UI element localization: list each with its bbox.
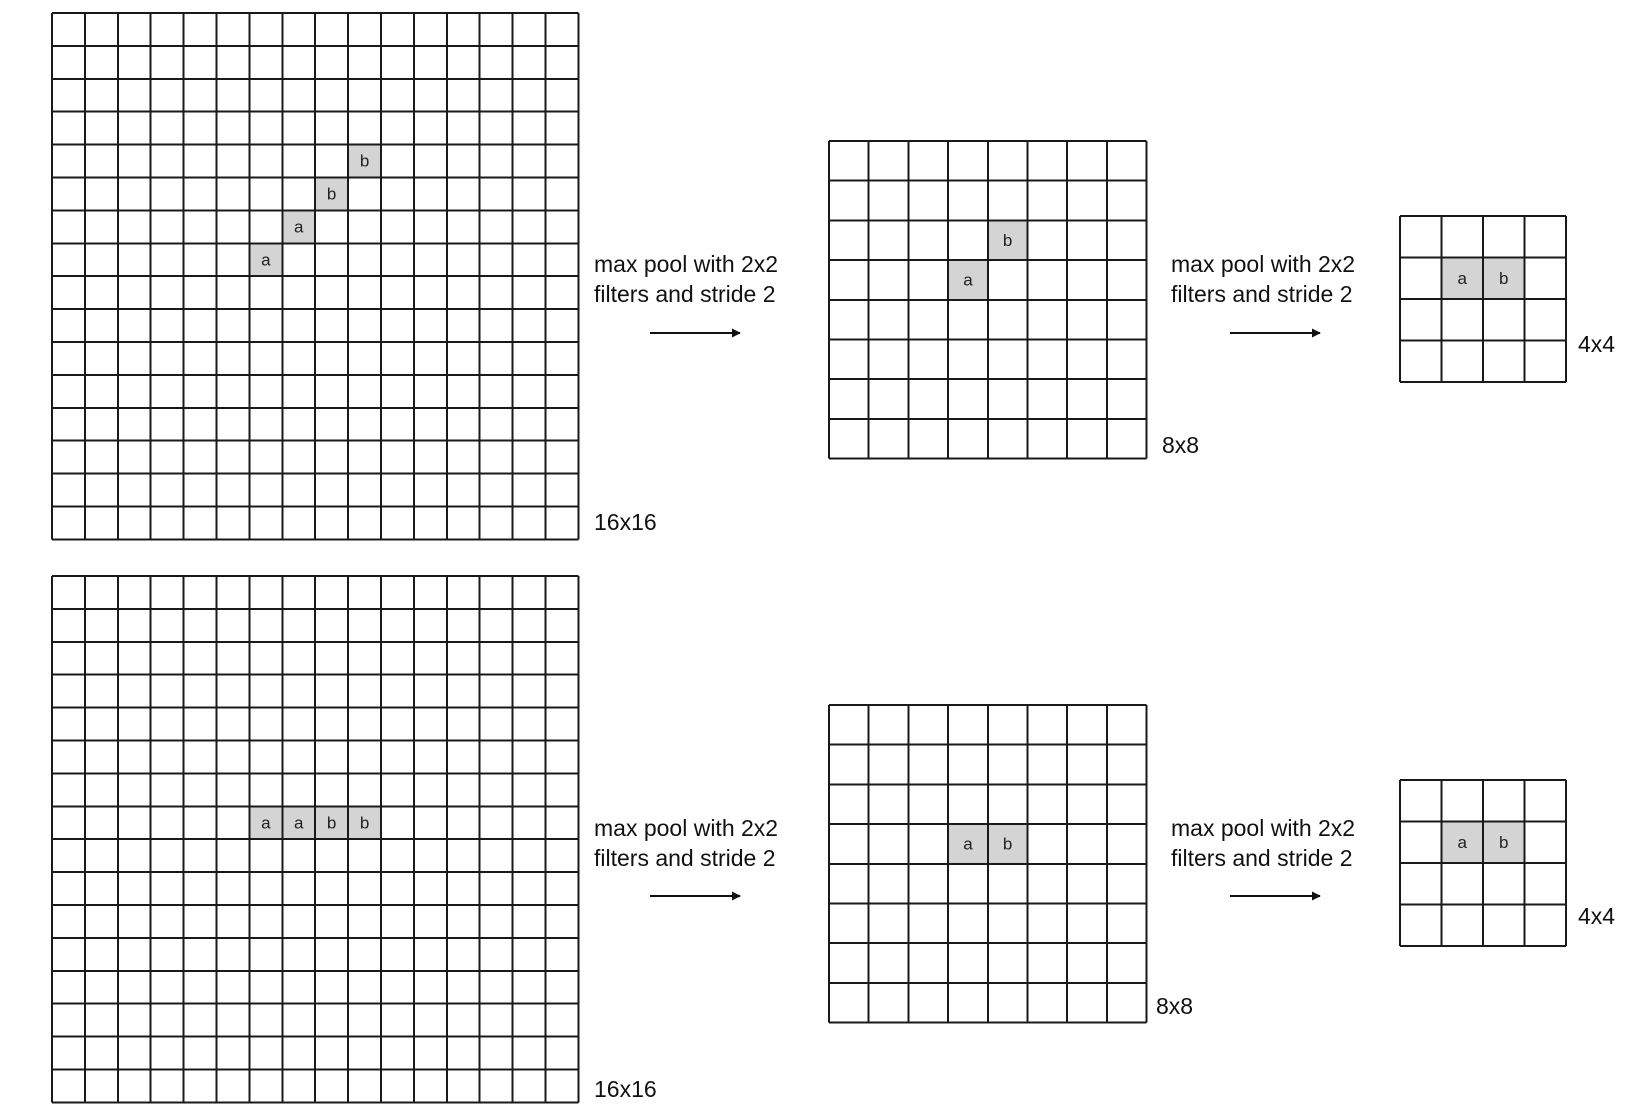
operation-text-line1: max pool with 2x2 (594, 251, 779, 277)
cell-letter: b (326, 184, 337, 204)
cell-letter: a (294, 813, 304, 833)
cell-letter: b (1002, 230, 1013, 250)
cell-letter: b (1499, 268, 1509, 288)
size-label: 16x16 (594, 509, 657, 535)
cell-letter: a (261, 813, 271, 833)
size-label: 8x8 (1156, 993, 1194, 1019)
feature-map-4x4 (1400, 216, 1615, 382)
operation-text-line2: filters and stride 2 (594, 845, 776, 871)
pooling-operation (594, 251, 778, 333)
size-label: 4x4 (1578, 903, 1616, 929)
cell-letter: a (261, 250, 271, 270)
feature-map-4x4 (1400, 780, 1615, 946)
cell-letter: a (294, 217, 304, 237)
feature-map-8x8 (829, 141, 1199, 459)
size-label: 8x8 (1162, 432, 1200, 458)
operation-text-line1: max pool with 2x2 (1171, 815, 1356, 841)
example-row-2 (52, 576, 1615, 1102)
feature-map-8x8 (829, 705, 1193, 1023)
cell-letter: a (963, 270, 973, 290)
cell-letter: b (326, 813, 337, 833)
cell-letter: a (963, 834, 973, 854)
operation-text-line1: max pool with 2x2 (1171, 251, 1356, 277)
operation-text-line2: filters and stride 2 (1171, 845, 1353, 871)
cell-letter: a (1457, 832, 1467, 852)
pooling-operation (1171, 815, 1355, 896)
cell-letter: b (1002, 834, 1013, 854)
cell-letter: b (359, 813, 370, 833)
cell-letter: b (359, 151, 370, 171)
operation-text-line2: filters and stride 2 (1171, 281, 1353, 307)
cell-letter: a (1457, 268, 1467, 288)
size-label: 16x16 (594, 1076, 657, 1102)
size-label: 4x4 (1578, 331, 1616, 357)
operation-text-line2: filters and stride 2 (594, 281, 776, 307)
feature-map-16x16 (52, 13, 657, 539)
operation-text-line1: max pool with 2x2 (594, 815, 779, 841)
pooling-operation (594, 815, 778, 896)
cell-letter: b (1499, 832, 1509, 852)
pooling-operation (1171, 251, 1355, 333)
feature-map-16x16 (52, 576, 657, 1102)
example-row-1 (52, 13, 1615, 539)
